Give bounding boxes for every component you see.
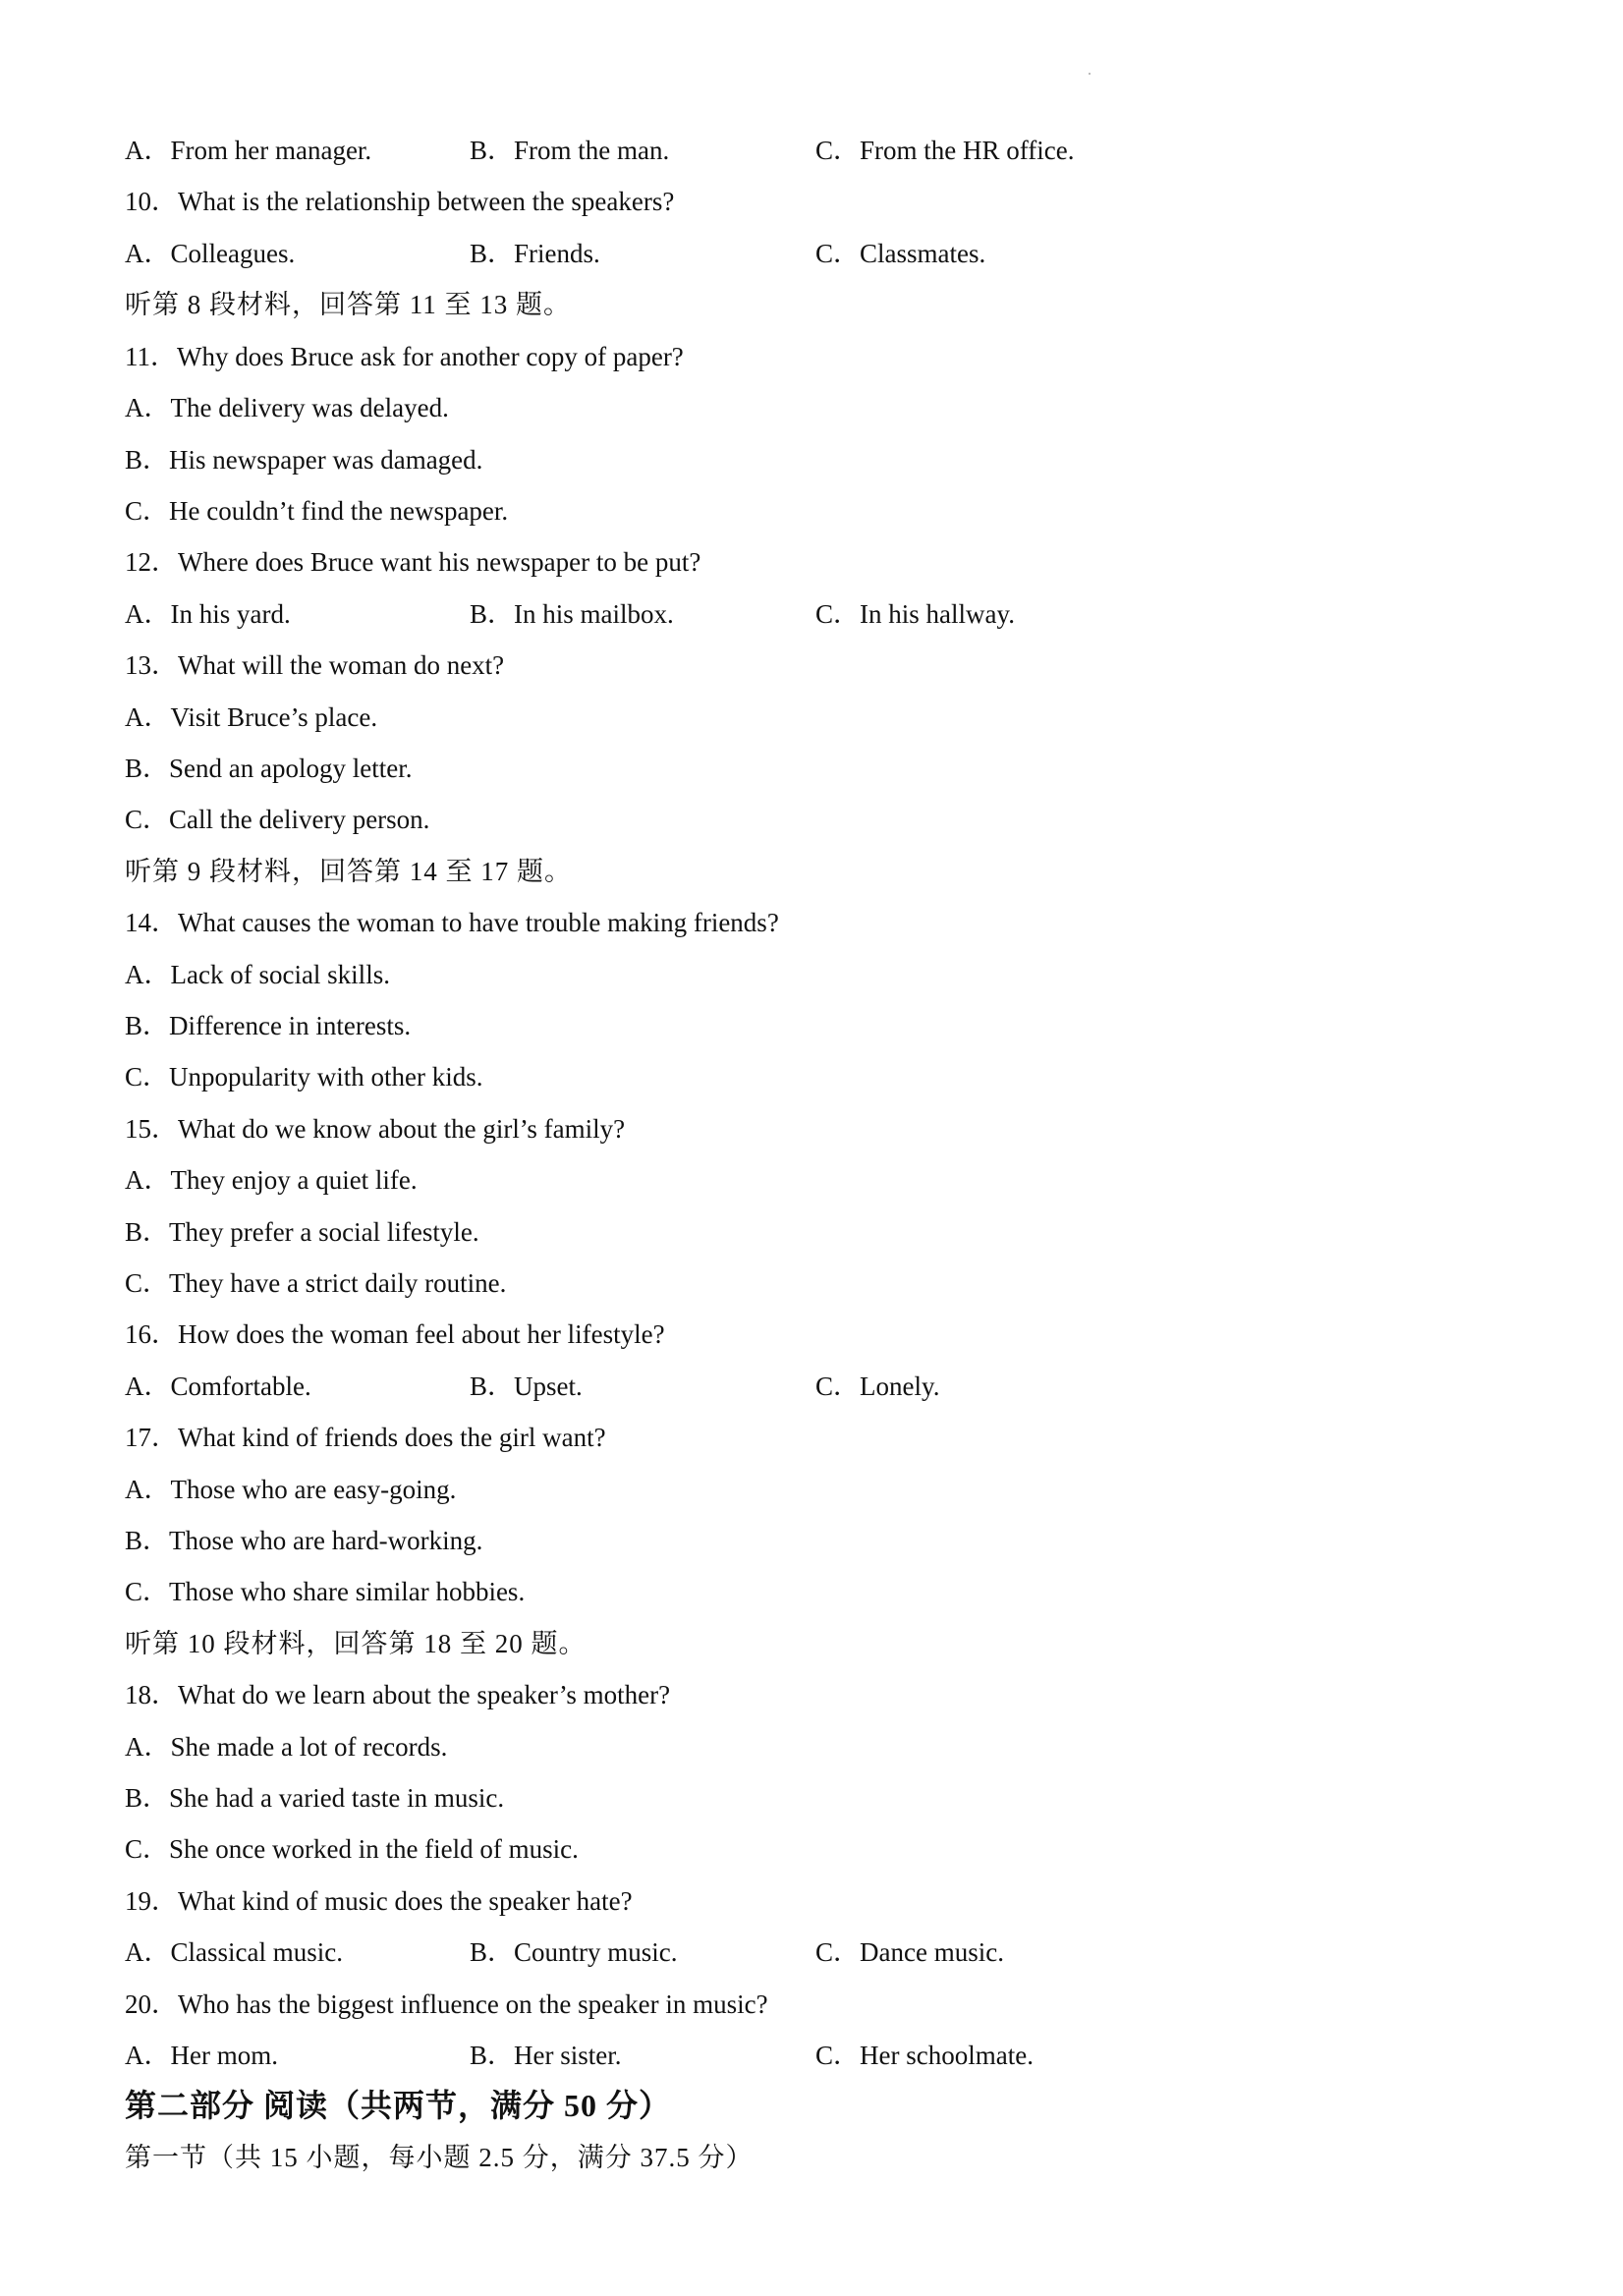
q13-option-b: B．Send an apology letter. xyxy=(125,754,413,783)
question-18: 18．What do we learn about the speaker’s mother? xyxy=(125,1680,671,1709)
question-11: 11．Why does Bruce ask for another copy of paper? xyxy=(125,342,684,371)
q18-option-a: A．She made a lot of records. xyxy=(125,1732,448,1762)
question-15: 15．What do we know about the girl’s family? xyxy=(125,1114,626,1144)
q15-option-b: B．They prefer a social lifestyle. xyxy=(125,1217,479,1247)
q9-option-c: C．From the HR office. xyxy=(815,136,1075,165)
question-12: 12．Where does Bruce want his newspaper to be put? xyxy=(125,547,701,577)
section-heading-10: 听第 10 段材料，回答第 18 至 20 题。 xyxy=(125,1629,587,1658)
q16-option-a: A．Comfortable. xyxy=(125,1372,311,1401)
q17-option-c: C．Those who share similar hobbies. xyxy=(125,1577,526,1606)
q11-option-c: C．He couldn’t find the newspaper. xyxy=(125,496,509,526)
q18-option-b: B．She had a varied taste in music. xyxy=(125,1783,505,1813)
q11-option-b: B．His newspaper was damaged. xyxy=(125,445,483,475)
q10-option-c: C．Classmates. xyxy=(815,239,986,268)
q14-option-b: B．Difference in interests. xyxy=(125,1011,412,1040)
q19-option-a: A．Classical music. xyxy=(125,1937,343,1967)
question-13: 13．What will the woman do next? xyxy=(125,650,505,680)
q10-option-a: A．Colleagues. xyxy=(125,239,296,268)
q16-option-b: B．Upset. xyxy=(470,1372,583,1401)
question-16: 16．How does the woman feel about her lifestyle? xyxy=(125,1319,665,1349)
q10-option-b: B．Friends. xyxy=(470,239,600,268)
q17-option-a: A．Those who are easy-going. xyxy=(125,1475,457,1504)
speck-mark xyxy=(1089,73,1091,75)
q15-option-c: C．They have a strict daily routine. xyxy=(125,1268,507,1298)
section-heading-9: 听第 9 段材料，回答第 14 至 17 题。 xyxy=(125,857,572,886)
question-10: 10．What is the relationship between the speakers? xyxy=(125,187,675,216)
q20-option-c: C．Her schoolmate. xyxy=(815,2041,1034,2070)
q12-option-c: C．In his hallway. xyxy=(815,599,1015,629)
q14-option-a: A．Lack of social skills. xyxy=(125,960,390,989)
q18-option-c: C．She once worked in the field of music. xyxy=(125,1834,579,1864)
q19-option-c: C．Dance music. xyxy=(815,1937,1004,1967)
q12-option-b: B．In his mailbox. xyxy=(470,599,674,629)
q13-option-c: C．Call the delivery person. xyxy=(125,805,430,834)
part2-section1-instructions: 第一节（共 15 小题，每小题 2.5 分，满分 37.5 分） xyxy=(125,2143,754,2172)
q15-option-a: A．They enjoy a quiet life. xyxy=(125,1165,418,1195)
part2-title: 第二部分 阅读（共两节，满分 50 分） xyxy=(125,2088,672,2123)
q20-option-a: A．Her mom. xyxy=(125,2041,278,2070)
question-19: 19．What kind of music does the speaker hate? xyxy=(125,1886,633,1916)
q9-option-a: A．From her manager. xyxy=(125,136,372,165)
q16-option-c: C．Lonely. xyxy=(815,1372,940,1401)
question-17: 17．What kind of friends does the girl want? xyxy=(125,1423,606,1452)
section-heading-8: 听第 8 段材料，回答第 11 至 13 题。 xyxy=(125,290,571,319)
q11-option-a: A．The delivery was delayed. xyxy=(125,393,449,422)
q17-option-b: B．Those who are hard-working. xyxy=(125,1526,483,1555)
q9-option-b: B．From the man. xyxy=(470,136,670,165)
q20-option-b: B．Her sister. xyxy=(470,2041,622,2070)
question-20: 20．Who has the biggest influence on the speaker in music? xyxy=(125,1989,768,2019)
q13-option-a: A．Visit Bruce’s place. xyxy=(125,702,378,732)
q19-option-b: B．Country music. xyxy=(470,1937,678,1967)
q12-option-a: A．In his yard. xyxy=(125,599,291,629)
question-14: 14．What causes the woman to have trouble making friends? xyxy=(125,908,779,937)
q14-option-c: C．Unpopularity with other kids. xyxy=(125,1062,483,1092)
